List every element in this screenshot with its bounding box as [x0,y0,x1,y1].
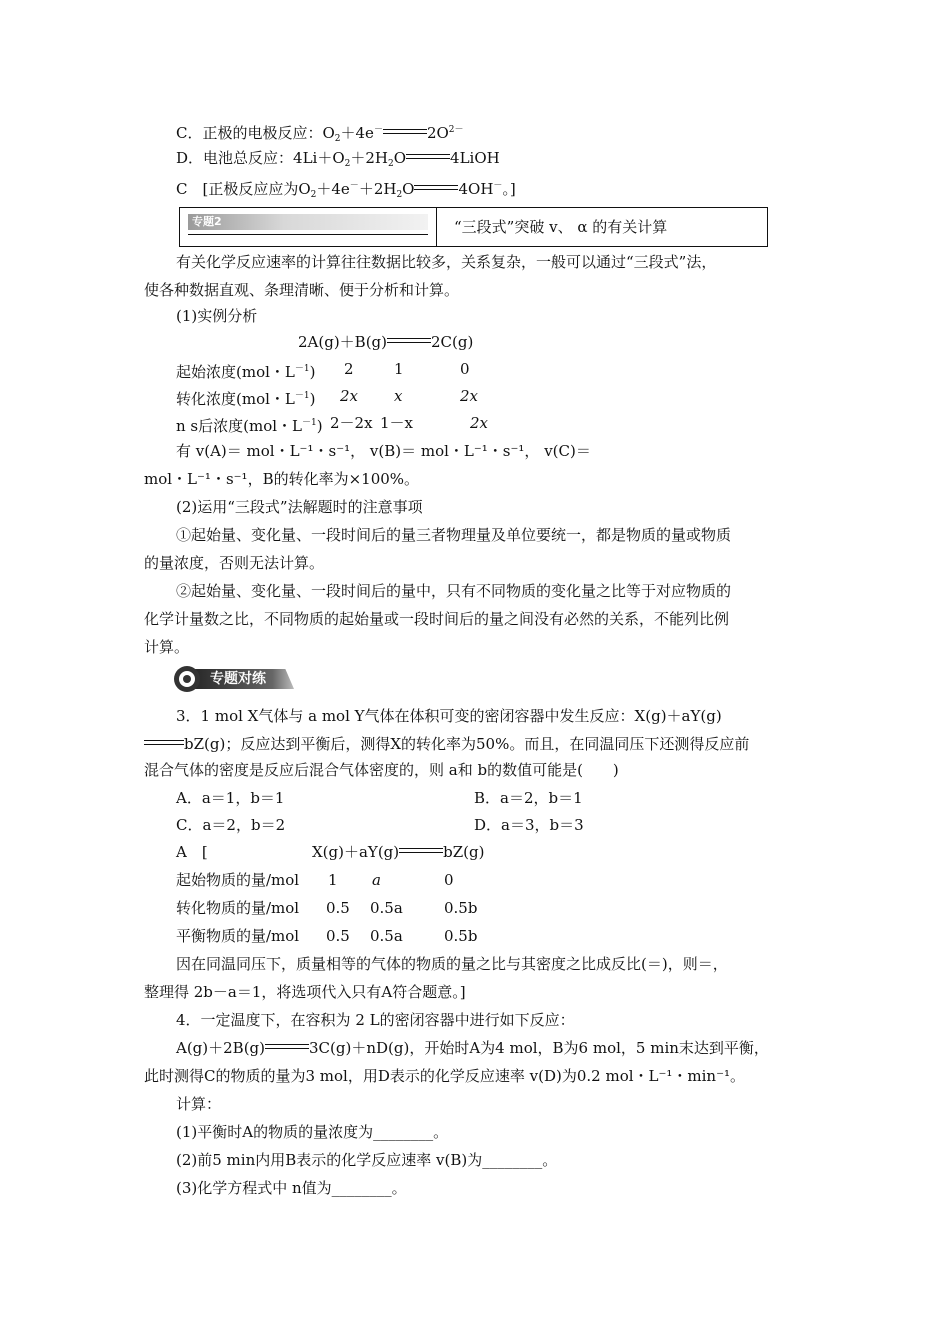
practice-banner [174,666,294,692]
option-d: D．电池总反应：$4Li+O_2+2H_2O$ 4LiOH [176,149,500,169]
example-row-initial: 起始浓度(mol・$L^{-1}$) [176,363,316,381]
q3-row-label: 起始物质的量/mol [176,871,300,889]
q3-row-label: 平衡物质的量/mol [176,927,300,945]
note-1-line-2: 的量浓度，否则无法计算。 [144,554,325,572]
q4-line-1: 4．一定温度下，在容积为 2 L的密闭容器中进行如下反应： [176,1011,575,1029]
intro-line-2: 使各种数据直观、条理清晰、便于分析和计算。 [144,281,460,299]
equals-sign [383,128,427,136]
cell: 2x [470,414,489,432]
equilibrium-arrow [265,1043,309,1051]
option-c: C．正极的电极反应：$O_2+4e^-$ $2O^{2-}$ [176,124,464,144]
cell: 0 [460,360,470,378]
note-1-line-1: ①起始量、变化量、一段时间后的量三者物理量及单位要统一，都是物质的量或物质 [176,526,732,544]
q3-line-3: 混合气体的密度是反应后混合气体密度的，则 a和 b的数值可能是( ) [144,761,619,779]
q3-answer-head: A [ [176,843,208,861]
cell: 2x [340,387,359,405]
equals-sign [406,153,450,161]
equilibrium-arrow [144,739,184,747]
cell: 1 [328,871,338,889]
cell: x [394,387,403,405]
cell: 0.5b [444,927,478,945]
cell: 2 [344,360,354,378]
q4-calc: 计算： [176,1095,222,1113]
example-reaction: 2A(g)＋B(g) 2C(g) [298,333,474,351]
cell: 0.5a [370,927,403,945]
q3-option-a: A．a＝1，b＝1 [176,789,285,807]
topic-title: “三段式”突破 v、 α 的有关计算 [454,218,668,236]
divider [188,234,428,235]
q3-line-2: bZ(g)；反应达到平衡后，测得X的转化率为50%。而且，在同温同压下还测得反应前 [144,734,749,754]
cell: 0.5 [326,899,350,917]
banner-label: 专题对练 [210,671,266,687]
note-2-line-3: 计算。 [144,638,190,656]
cell: 0.5 [326,927,350,945]
q4-sub-1: (1)平衡时A的物质的量浓度为________。 [176,1123,449,1141]
q4-sub-2: (2)前5 min内用B表示的化学反应速率 v(B)为________。 [176,1151,558,1169]
equilibrium-arrow [387,337,431,345]
equilibrium-arrow [399,847,443,855]
q3-option-c: C．a＝2，b＝2 [176,816,286,834]
cell: 0.5b [444,899,478,917]
q4-line-3: 此时测得C的物质的量为3 mol，用D表示的化学反应速率 v(D)为0.2 mol・L⁻¹・min⁻¹。 [144,1067,746,1085]
q3-answer-reaction: X(g)＋aY(g) bZ(g) [312,843,485,861]
cell: 1－x [380,414,414,432]
example-row-change: 转化浓度(mol・$L^{-1}$) [176,390,316,408]
example-row-after: n s后浓度(mol・$L^{-1}$) [176,417,323,435]
q4-sub-3: (3)化学方程式中 n值为________。 [176,1179,407,1197]
example-heading: (1)实例分析 [176,307,258,325]
cell: a [372,871,381,889]
q3-option-b: B．a＝2，b＝1 [474,789,583,807]
cell: 2－2x [330,414,373,432]
cell: 1 [394,360,404,378]
q3-explanation-2: 整理得 2b－a＝1，将选项代入只有A符合题意。] [144,983,466,1001]
topic-header [179,207,768,247]
equals-sign [414,184,458,192]
topic-tag-cell [180,208,437,246]
q3-row-label: 转化物质的量/mol [176,899,300,917]
cell: 0.5a [370,899,403,917]
note-2-line-2: 化学计量数之比，不同物质的起始量或一段时间后的量之间没有必然的关系，不能列比例 [144,610,730,628]
intro-line-1: 有关化学反应速率的计算往往数据比较多，关系复杂，一般可以通过“三段式”法， [176,253,717,271]
note-2-line-1: ②起始量、变化量、一段时间后的量中，只有不同物质的变化量之比等于对应物质的 [176,582,732,600]
notes-heading: (2)运用“三段式”法解题时的注意事项 [176,498,423,516]
target-icon [174,666,200,692]
answer-c: C [正极反应应为$O_2+4e^-+2H_2O$ 4OH－。] [176,180,516,200]
q4-line-2: A(g)＋2B(g) 3C(g)＋nD(g)，开始时A为4 mol，B为6 mol，5 min末达到平衡， [176,1039,769,1057]
topic-tag: 专题2 [188,214,428,230]
rate-line-1: 有 v(A)＝ mol・L⁻¹・s⁻¹， v(B)＝ mol・L⁻¹・s⁻¹， v(C)＝ [176,442,591,460]
rate-line-2: mol・L⁻¹・s⁻¹，B的转化率为×100%。 [144,470,420,488]
cell: 2x [460,387,479,405]
q3-explanation-1: 因在同温同压下，质量相等的气体的物质的量之比与其密度之比成反比(＝)，则＝， [176,955,728,973]
cell: 0 [444,871,454,889]
q3-option-d: D．a＝3，b＝3 [474,816,584,834]
q3-line-1: 3．1 mol X气体与 a mol Y气体在体积可变的密闭容器中发生反应：X(g)＋aY(g) [176,707,722,725]
